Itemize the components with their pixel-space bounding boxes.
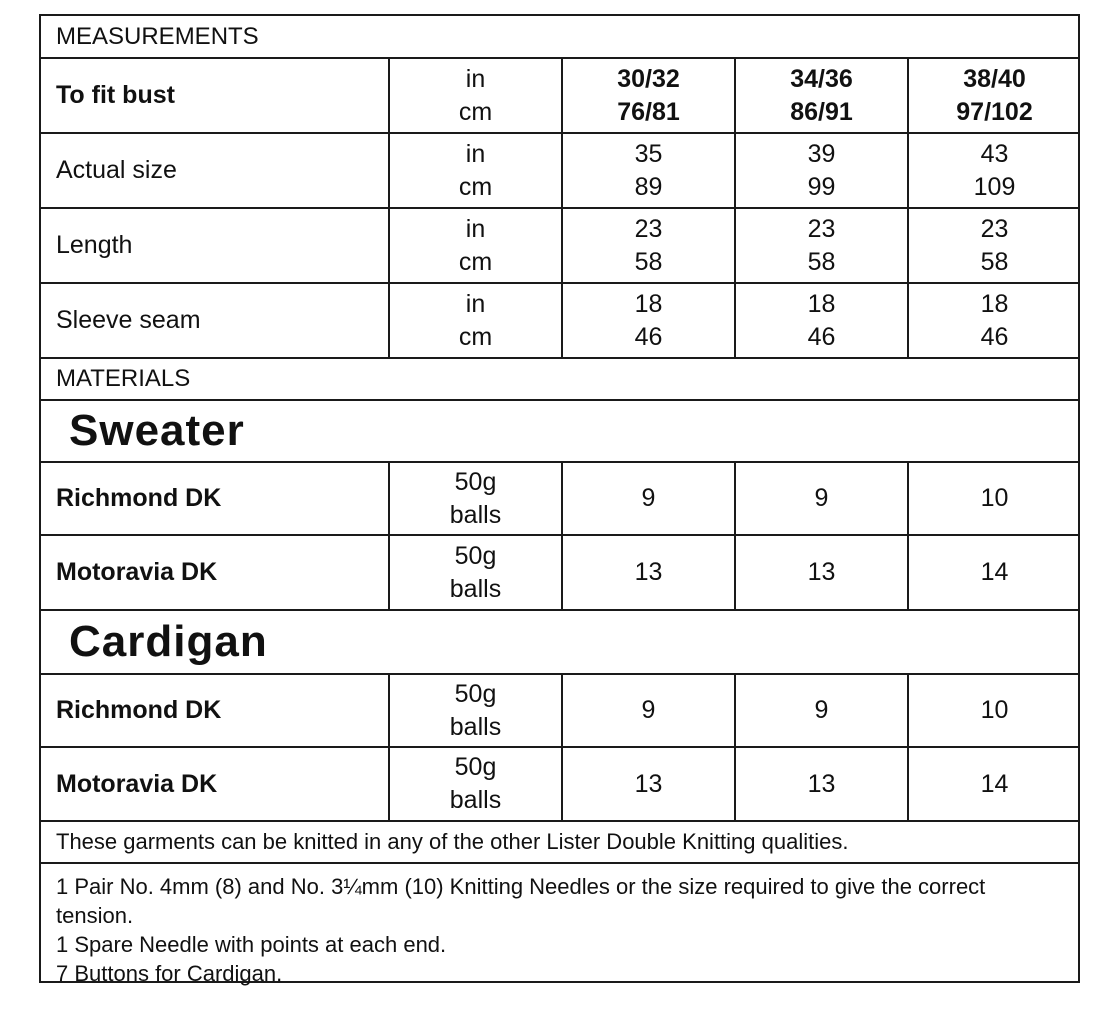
length-row	[41, 207, 1078, 282]
sleeve-seam-label-text: Sleeve seam	[56, 306, 201, 334]
bust-size-2	[734, 59, 907, 132]
length-2	[734, 209, 907, 282]
quantity-size-1	[561, 675, 734, 746]
value-cm: 99	[807, 172, 836, 201]
cardigan-richmond-row	[41, 673, 1078, 746]
unit-cm: cm	[458, 172, 493, 201]
length-3	[907, 209, 1080, 282]
bust-label	[41, 59, 388, 132]
quantity-size-1	[561, 463, 734, 534]
quantity: 14	[980, 769, 1009, 798]
length-label	[41, 209, 388, 282]
bust-size-2-cm: 86/91	[790, 97, 853, 126]
yarn-label	[41, 463, 388, 534]
yarn-unit	[388, 536, 561, 609]
unit-balls: balls	[449, 574, 502, 603]
bust-size-3	[907, 59, 1080, 132]
cardigan-motoravia-row	[41, 746, 1078, 820]
value-cm: 46	[634, 322, 663, 351]
actual-size-units	[388, 134, 561, 207]
quantity-size-3	[907, 463, 1080, 534]
bust-size-3-in: 38/40	[963, 64, 1026, 93]
cardigan-heading-row	[41, 609, 1078, 673]
quantity: 13	[807, 558, 836, 586]
bust-units	[388, 59, 561, 132]
quantity: 13	[634, 558, 663, 586]
yarn-name: Motoravia DK	[56, 769, 218, 798]
requirement-buttons: 7 Buttons for Cardigan.	[56, 961, 283, 986]
length-1	[561, 209, 734, 282]
quantity-size-3	[907, 536, 1080, 609]
quantity-size-1	[561, 748, 734, 820]
quantity-size-2	[734, 675, 907, 746]
value-in: 18	[807, 289, 836, 318]
sweater-motoravia-row	[41, 534, 1078, 609]
actual-size-1	[561, 134, 734, 207]
quantity-size-1	[561, 536, 734, 609]
sweater-richmond-row	[41, 461, 1078, 534]
bust-size-1	[561, 59, 734, 132]
yarn-unit	[388, 675, 561, 746]
requirements-list	[41, 864, 1078, 988]
quantity-size-3	[907, 748, 1080, 820]
value-cm: 109	[973, 172, 1016, 201]
quantity-size-2	[734, 536, 907, 609]
yarn-label	[41, 536, 388, 609]
unit-in: in	[465, 214, 486, 243]
unit-in: in	[465, 139, 486, 168]
value-cm: 89	[634, 172, 663, 201]
value-cm: 46	[807, 322, 836, 351]
quantity: 13	[634, 769, 663, 798]
sleeve-seam-row	[41, 282, 1078, 357]
quantity: 9	[641, 484, 656, 512]
yarn-label	[41, 675, 388, 746]
requirements-row	[41, 862, 1078, 986]
bust-row	[41, 57, 1078, 132]
cardigan-title: Cardigan	[69, 617, 268, 666]
sleeve-seam-label	[41, 284, 388, 357]
quantity: 9	[641, 696, 656, 724]
value-cm: 58	[980, 247, 1009, 276]
value-cm: 58	[807, 247, 836, 276]
bust-label-text: To fit bust	[56, 81, 175, 109]
unit-in: in	[465, 64, 486, 93]
actual-size-2	[734, 134, 907, 207]
bust-size-3-cm: 97/102	[956, 97, 1033, 126]
quantity-size-3	[907, 675, 1080, 746]
actual-size-label-text: Actual size	[56, 156, 177, 184]
quantity: 13	[807, 769, 836, 798]
materials-section-header	[41, 357, 1078, 399]
actual-size-row	[41, 132, 1078, 207]
value-cm: 46	[980, 322, 1009, 351]
requirement-spare-needle: 1 Spare Needle with points at each end.	[56, 932, 447, 957]
value-in: 35	[634, 139, 663, 168]
length-label-text: Length	[56, 231, 133, 259]
unit-weight: 50g	[454, 541, 497, 570]
sleeve-seam-1	[561, 284, 734, 357]
value-in: 18	[634, 289, 663, 318]
value-in: 43	[980, 139, 1009, 168]
yarn-unit	[388, 463, 561, 534]
unit-weight: 50g	[454, 753, 497, 781]
unit-balls: balls	[449, 712, 502, 741]
unit-weight: 50g	[454, 467, 497, 496]
unit-balls: balls	[449, 500, 502, 529]
yarn-name: Richmond DK	[56, 696, 222, 724]
length-units	[388, 209, 561, 282]
value-in: 39	[807, 139, 836, 168]
quantity: 14	[980, 558, 1009, 586]
unit-in: in	[465, 289, 486, 318]
measurements-section-header	[41, 16, 1078, 57]
requirement-needles: 1 Pair No. 4mm (8) and No. 3¼mm (10) Knitting Needles or the size required to give the correct tension.	[56, 874, 986, 928]
value-in: 23	[807, 214, 836, 243]
unit-cm: cm	[458, 322, 493, 351]
value-cm: 58	[634, 247, 663, 276]
unit-cm: cm	[458, 247, 493, 276]
unit-weight: 50g	[454, 679, 497, 708]
quantity: 10	[980, 484, 1009, 512]
sleeve-seam-3	[907, 284, 1080, 357]
quantity: 9	[814, 484, 829, 512]
sweater-heading-row	[41, 399, 1078, 461]
measurements-title: MEASUREMENTS	[56, 22, 259, 50]
bust-size-1-in: 30/32	[617, 64, 680, 93]
quantity-size-2	[734, 463, 907, 534]
yarn-label	[41, 748, 388, 820]
sleeve-seam-units	[388, 284, 561, 357]
measurements-materials-table	[39, 14, 1080, 986]
unit-balls: balls	[449, 786, 502, 814]
value-in: 18	[980, 289, 1009, 318]
yarn-name: Motoravia DK	[56, 558, 218, 586]
actual-size-label	[41, 134, 388, 207]
actual-size-3	[907, 134, 1080, 207]
quantity: 10	[980, 696, 1009, 724]
value-in: 23	[634, 214, 663, 243]
quantity: 9	[814, 696, 829, 724]
yarn-note: These garments can be knitted in any of the other Lister Double Knitting qualities.	[56, 829, 849, 854]
bust-size-1-cm: 76/81	[617, 97, 680, 126]
yarn-unit	[388, 748, 561, 820]
yarn-name: Richmond DK	[56, 484, 222, 512]
sweater-title: Sweater	[69, 406, 245, 455]
bust-size-2-in: 34/36	[790, 64, 853, 93]
sleeve-seam-2	[734, 284, 907, 357]
unit-cm: cm	[458, 97, 493, 126]
materials-title: MATERIALS	[56, 365, 191, 392]
value-in: 23	[980, 214, 1009, 243]
quantity-size-2	[734, 748, 907, 820]
yarn-note-row	[41, 820, 1078, 862]
